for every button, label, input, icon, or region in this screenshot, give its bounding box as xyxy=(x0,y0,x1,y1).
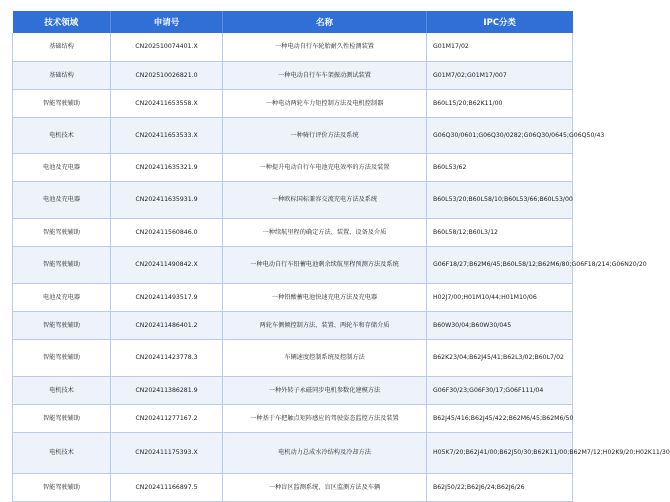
header-app-no: 申请号 xyxy=(111,11,223,33)
cell-app-no: CN202411635321.9 xyxy=(111,153,223,181)
cell-app-no: CN202510074401.X xyxy=(111,33,223,61)
cell-name: 一种提升电动自行车电池充电效率的方法及装置 xyxy=(223,153,427,181)
cell-field: 智能驾驶辅助 xyxy=(13,89,111,117)
table-header-row xyxy=(13,11,573,33)
cell-app-no: CN202411277167.2 xyxy=(111,404,223,432)
table-row xyxy=(13,61,573,89)
cell-name: 一种盲区监测系统、盲区监测方法及车辆 xyxy=(223,473,427,501)
cell-ipc: G06Q30/0601;G06Q30/0282;G06Q30/0645;G06Q50/43 xyxy=(427,117,573,153)
cell-name: 一种外转子永磁同步电机参数化建模方法 xyxy=(223,376,427,404)
cell-ipc: G06F30/23;G06F30/17;G06F111/04 xyxy=(427,376,573,404)
table-row xyxy=(13,404,573,432)
table-row xyxy=(13,218,573,246)
cell-name: 一种基于车把触点矩阵感应的驾驶姿态监控方法及装置 xyxy=(223,404,427,432)
cell-field: 基础结构 xyxy=(13,61,111,89)
header-ipc: IPC分类 xyxy=(427,11,573,33)
cell-field: 智能驾驶辅助 xyxy=(13,339,111,376)
cell-app-no: CN202411653533.X xyxy=(111,117,223,153)
cell-app-no: CN202510026821.0 xyxy=(111,61,223,89)
cell-ipc: B62J50/22;B62J6/24;B62J6/26 xyxy=(427,473,573,501)
cell-app-no: CN202411486401.2 xyxy=(111,311,223,339)
cell-app-no: CN202411653558.X xyxy=(111,89,223,117)
cell-field: 电池及充电器 xyxy=(13,283,111,311)
cell-name: 车辆速度控制系统及控制方法 xyxy=(223,339,427,376)
cell-ipc: G06F18/27;B62M6/45;B60L58/12;B62M6/80;G06F18/214;G06N20/20 xyxy=(427,246,573,283)
table-row xyxy=(13,376,573,404)
cell-app-no: CN202411493517.9 xyxy=(111,283,223,311)
cell-app-no: CN202411166897.5 xyxy=(111,473,223,501)
cell-name: 一种电动自行车轮胎耐久性检测装置 xyxy=(223,33,427,61)
patent-table-container xyxy=(12,11,670,502)
table-row xyxy=(13,33,573,61)
cell-app-no: CN202411175393.X xyxy=(111,432,223,473)
cell-name: 一种电动自行车车架振动测试装置 xyxy=(223,61,427,89)
table-body xyxy=(13,33,670,501)
cell-field: 智能驾驶辅助 xyxy=(13,246,111,283)
cell-field: 电机技术 xyxy=(13,432,111,473)
cell-ipc: B60L53/20;B60L58/10;B60L53/66;B60L53/00 xyxy=(427,181,573,218)
header-field: 技术领域 xyxy=(13,11,111,33)
cell-ipc: B62J45/416;B62J45/422;B62M6/45;B62M6/50 xyxy=(427,404,573,432)
cell-name: 一种骑行评价方法及系统 xyxy=(223,117,427,153)
cell-app-no: CN202411490842.X xyxy=(111,246,223,283)
cell-ipc: B60L53/62 xyxy=(427,153,573,181)
patent-table xyxy=(12,11,670,502)
cell-ipc: B62K23/04;B62J45/41;B62L3/02;B60L7/02 xyxy=(427,339,573,376)
table-row xyxy=(13,311,573,339)
cell-field: 智能驾驶辅助 xyxy=(13,473,111,501)
cell-field: 电机技术 xyxy=(13,376,111,404)
cell-app-no: CN202411560846.0 xyxy=(111,218,223,246)
cell-field: 智能驾驶辅助 xyxy=(13,404,111,432)
cell-ipc: G01M17/02 xyxy=(427,33,573,61)
cell-ipc: B60L58/12;B60L3/12 xyxy=(427,218,573,246)
cell-name: 一种电动自行车铅蓄电池剩余续航里程预测方法及系统 xyxy=(223,246,427,283)
cell-app-no: CN202411386281.9 xyxy=(111,376,223,404)
cell-ipc: H02J7/00;H01M10/44;H01M10/06 xyxy=(427,283,573,311)
table-row xyxy=(13,153,573,181)
cell-app-no: CN202411635931.9 xyxy=(111,181,223,218)
cell-name: 一种电动两轮车力矩控制方法及电机控制器 xyxy=(223,89,427,117)
table-row xyxy=(13,339,573,376)
table-row xyxy=(13,473,573,501)
cell-field: 智能驾驶辅助 xyxy=(13,311,111,339)
table-row xyxy=(13,432,573,473)
cell-name: 一种续航里程的确定方法、装置、设备及介质 xyxy=(223,218,427,246)
cell-name: 一种铅酸蓄电池快速充电方法及充电器 xyxy=(223,283,427,311)
cell-name: 两轮车侧倾控制方法、装置、两轮车和存储介质 xyxy=(223,311,427,339)
table-row xyxy=(13,117,573,153)
cell-field: 电池及充电器 xyxy=(13,153,111,181)
cell-field: 基础结构 xyxy=(13,33,111,61)
table-row xyxy=(13,181,573,218)
cell-ipc: H05K7/20;B62J41/00;B62J50/30;B62K11/00;B62M7/12;H02K9/20;H02K11/30 xyxy=(427,432,573,473)
table-row xyxy=(13,89,573,117)
cell-ipc: G01M7/02;G01M17/007 xyxy=(427,61,573,89)
cell-ipc: B60L15/20;B62K11/00 xyxy=(427,89,573,117)
cell-field: 智能驾驶辅助 xyxy=(13,218,111,246)
cell-field: 电池及充电器 xyxy=(13,181,111,218)
cell-name: 一种欧标国标兼容交流充电方法及系统 xyxy=(223,181,427,218)
cell-app-no: CN202411423778.3 xyxy=(111,339,223,376)
cell-name: 电机动力总成水冷结构及冷却方法 xyxy=(223,432,427,473)
header-name: 名称 xyxy=(223,11,427,33)
table-row xyxy=(13,283,573,311)
cell-ipc: B60W30/04;B60W30/045 xyxy=(427,311,573,339)
table-row xyxy=(13,246,573,283)
cell-field: 电机技术 xyxy=(13,117,111,153)
